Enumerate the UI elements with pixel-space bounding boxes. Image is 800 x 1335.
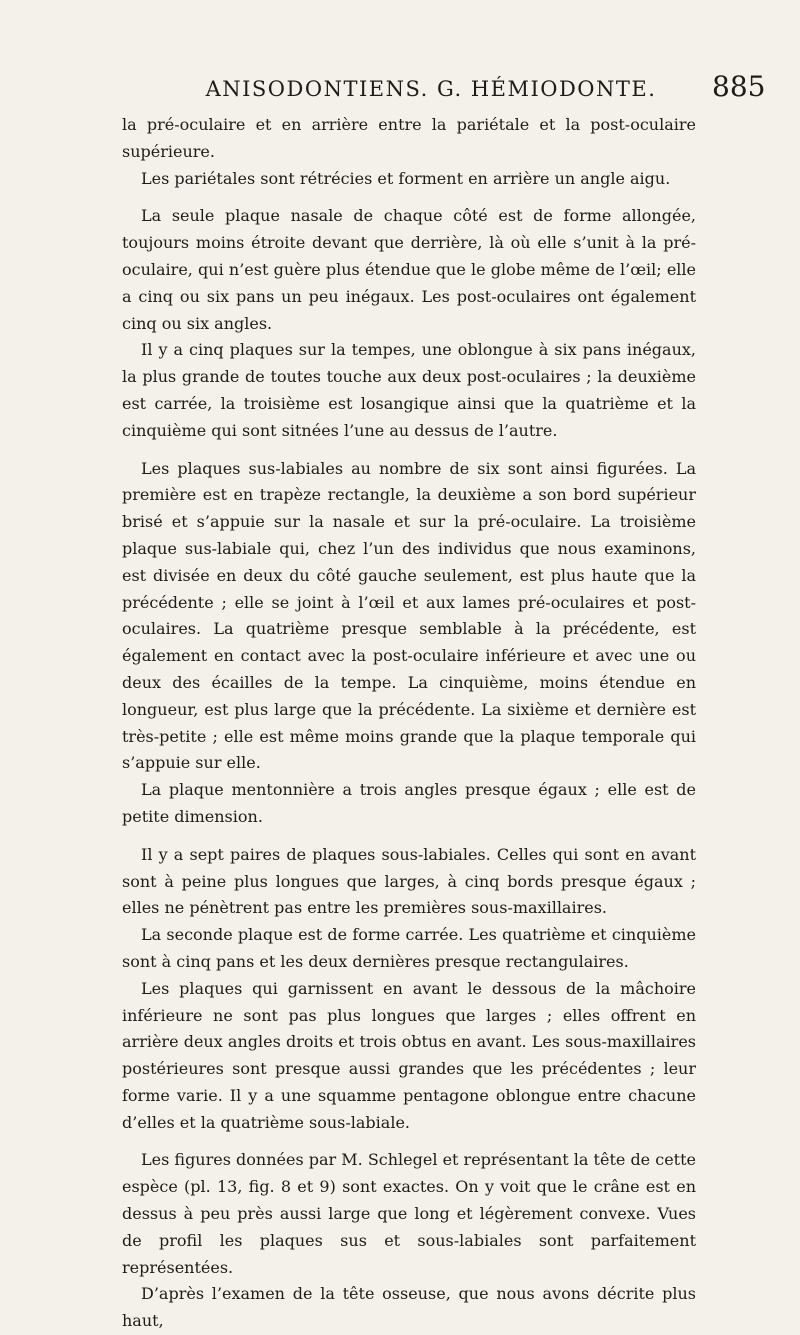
paragraph: D’après l’examen de la tête osseuse, que nous avons décrite plus haut, [122,1284,696,1331]
paragraph: La seconde plaque est de forme carrée. Les quatrième et cinquième sont à cinq pans et les deux dernières presque rectangulaires. [122,925,696,971]
page-number: 885 [712,70,766,103]
paragraph: Les plaques qui garnissent en avant le dessous de la mâchoire inférieure ne sont pas plus longues que larges ; elles offrent en arrière deux angles droits et trois obtus en avant. Les sous-maxillaires postérieures sont presque aussi grandes que les précédentes ; leur forme varie. Il y a une squamme pentagone oblongue entre chacune d’elles et la quatrième sous-labiale. [122,978,696,1132]
paragraph: La plaque mentonnière a trois angles presque égaux ; elle est de petite dimension. [122,780,696,826]
paragraph: Les pariétales sont rétrécies et forment en arrière un angle aigu. [141,168,671,188]
paragraph: la pré-oculaire et en arrière entre la pariétale et la post-oculaire supérieure. [122,115,696,161]
paragraph: La seule plaque nasale de chaque côté est de forme allongée, toujours moins étroite devant que derrière, là où elle s’unit à la pré-oculaire, qui n’est guère plus étendue que le globe même de l’œil; elle a cinq ou six pans un peu inégaux. Les post-oculaires ont également cinq ou six angles. [122,206,696,333]
paragraph: Il y a cinq plaques sur la tempes, une oblongue à six pans inégaux, la plus grande de toutes touche aux deux post-oculaires ; la deuxième est carrée, la troisième est losangique ainsi que la quatrième et la cinquième qui sont sitnées l’une au dessus de l’autre. [122,340,696,440]
running-title: ANISODONTIENS. G. HÉMIODONTE. [205,77,657,101]
paragraph: Il y a sept paires de plaques sous-labiales. Celles qui sont en avant sont à peine plus longues que larges, à cinq bords presque égaux ; elles ne pénètrent pas entre les premières sous-maxillaires. [122,844,696,918]
body-text [122,112,696,1335]
paragraph: Les plaques sus-labiales au nombre de six sont ainsi figurées. La première est en trapèze rectangle, la deuxième a son bord supérieur brisé et s’appuie sur la nasale et sur la pré-oculaire. La troisième plaque sus-labiale qui, chez l’un des individus que nous examinons, est divisée en deux du côté gauche seulement, est plus haute que la précédente ; elle se joint à l’œil et aux lames pré-oculaires et post-oculaires. La quatrième presque semblable à la précédente, est également en contact avec la post-oculaire inférieure et avec une ou deux des écailles de la tempe. La cinquième, moins étendue en longueur, est plus large que la précédente. La sixième et dernière est très-petite ; elle est même moins grande que la plaque temporale qui s’appuie sur elle. [122,458,696,773]
paragraph: Les figures données par M. Schlegel et représentant la tête de cette espèce (pl. 13, fig. 8 et 9) sont exactes. On y voit que le crâne est en dessus à peu près aussi large que long et légèrement convexe. Vues de profil les plaques sus et sous-labiales sont parfaitement représentées. [122,1150,696,1277]
